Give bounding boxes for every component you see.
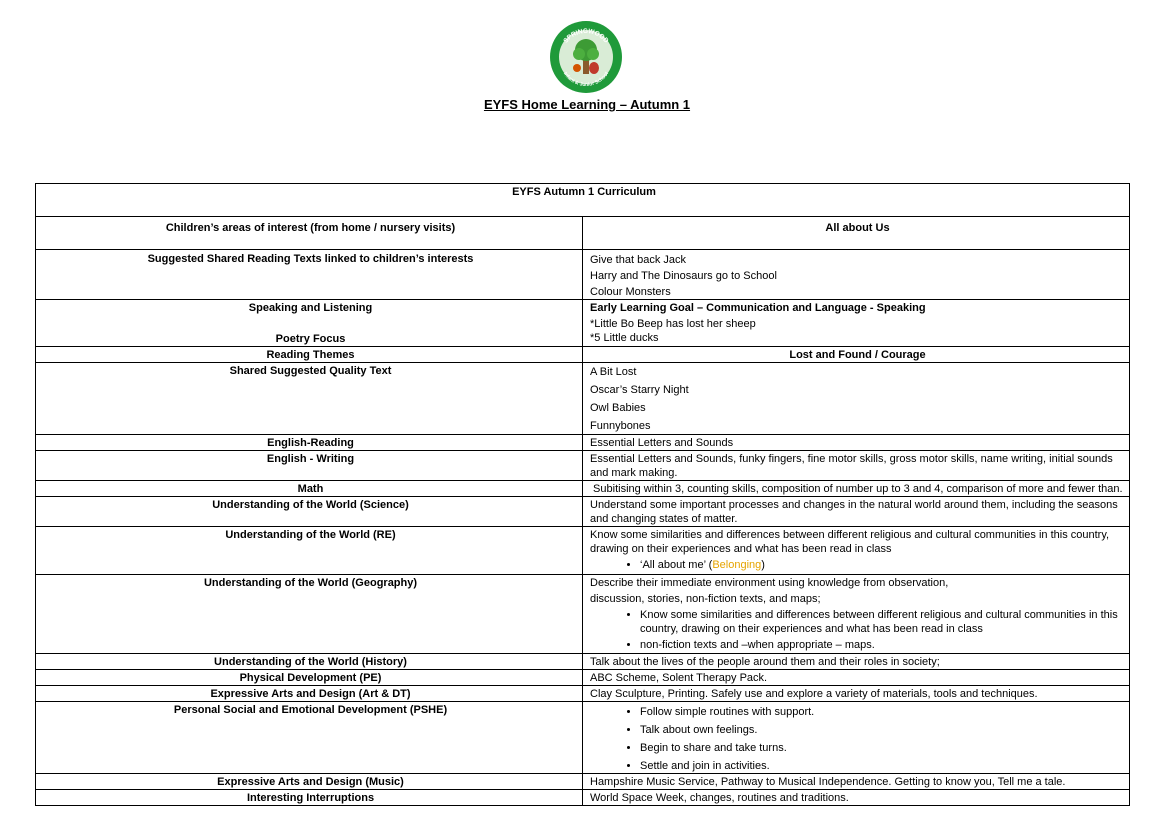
list-item: [640, 558, 1125, 572]
list-item: Oscar’s Starry Night: [590, 384, 689, 396]
goal-text: Early Learning Goal – Communication and Language - Speaking: [590, 302, 926, 314]
table-caption-row: [36, 184, 1130, 217]
row-value: [583, 250, 1130, 300]
row-value: Hampshire Music Service, Pathway to Musical Independence. Getting to know you, Tell me a tale.: [583, 774, 1130, 790]
row-value: World Space Week, changes, routines and traditions.: [583, 790, 1130, 806]
list-item: Owl Babies: [590, 402, 646, 414]
table-row: [36, 217, 1130, 250]
row-label-line: Poetry Focus: [275, 333, 346, 345]
row-label: Understanding of the World (Geography): [36, 575, 583, 654]
table-row: [36, 250, 1130, 300]
row-value: Talk about the lives of the people around them and their roles in society;: [583, 654, 1130, 670]
re-bullets: [590, 558, 1125, 572]
re-bullet-highlight: Belonging: [712, 559, 762, 571]
row-label: Understanding of the World (RE): [36, 527, 583, 575]
list-item: • Talk about own feelings.: [640, 723, 1125, 737]
school-logo-icon: [549, 20, 623, 94]
pshe-bullets: [590, 705, 1125, 773]
table-row: [36, 702, 1130, 774]
table-row: [36, 497, 1130, 527]
table-caption: EYFS Autumn 1 Curriculum: [36, 184, 1130, 217]
re-bullet-text: ‘All about me’ (: [640, 559, 713, 571]
row-label: Interesting Interruptions: [36, 790, 583, 806]
table-row: [36, 527, 1130, 575]
re-text: Know some similarities and differences between different religious and cultural communities in this country, drawing on their experiences and what has been read in class: [590, 529, 1110, 555]
row-label: Reading Themes: [36, 347, 583, 363]
row-value: Clay Sculpture, Printing. Safely use and explore a variety of materials, tools and techniques.: [583, 686, 1130, 702]
row-label: Expressive Arts and Design (Art & DT): [36, 686, 583, 702]
curriculum-table: [35, 183, 1130, 806]
row-value: [583, 300, 1130, 347]
table-row: [36, 790, 1130, 806]
table-row: [36, 347, 1130, 363]
geo-bullets: [590, 608, 1125, 652]
row-value: Essential Letters and Sounds: [583, 435, 1130, 451]
row-value: ABC Scheme, Solent Therapy Pack.: [583, 670, 1130, 686]
row-label: [36, 300, 583, 347]
row-value: [583, 527, 1130, 575]
table-row: [36, 451, 1130, 481]
row-label: English - Writing: [36, 451, 583, 481]
list-item: • Follow simple routines with support.: [640, 705, 1125, 719]
row-label: Physical Development (PE): [36, 670, 583, 686]
row-value: Essential Letters and Sounds, funky fingers, fine motor skills, gross motor skills, name writing, initial sounds and mark making.: [583, 451, 1130, 481]
row-value: Lost and Found / Courage: [583, 347, 1130, 363]
list-item: • Know some similarities and differences between different religious and cultural communities in this country, drawing on their experiences and what has been read in class: [640, 608, 1125, 636]
logo-text-bottom: Infant & Junior School: [561, 71, 611, 89]
geo-line: Describe their immediate environment using knowledge from observation,: [590, 577, 949, 589]
table-row: [36, 686, 1130, 702]
list-item: *Little Bo Beep has lost her sheep: [590, 318, 756, 330]
row-value: [583, 702, 1130, 774]
row-value: Understand some important processes and changes in the natural world around them, including the seasons and changing states of matter.: [583, 497, 1130, 527]
row-label: Shared Suggested Quality Text: [36, 363, 583, 435]
table-row: [36, 670, 1130, 686]
table-row: [36, 481, 1130, 497]
table-row: [36, 363, 1130, 435]
row-label: Expressive Arts and Design (Music): [36, 774, 583, 790]
row-value: [583, 575, 1130, 654]
re-bullet-end: ): [761, 559, 765, 571]
list-item: Colour Monsters: [590, 286, 671, 298]
geo-line: discussion, stories, non-fiction texts, and maps;: [590, 593, 821, 605]
page-title: EYFS Home Learning – Autumn 1: [483, 97, 691, 112]
table-row: [36, 300, 1130, 347]
row-label: Math: [36, 481, 583, 497]
list-item: Give that back Jack: [590, 254, 686, 266]
row-label: Personal Social and Emotional Development (PSHE): [36, 702, 583, 774]
list-item: • non-fiction texts and –when appropriate – maps.: [640, 638, 1125, 652]
row-label: Understanding of the World (History): [36, 654, 583, 670]
list-item: • Settle and join in activities.: [640, 759, 1125, 773]
list-item: A Bit Lost: [590, 366, 637, 378]
row-value: Subitising within 3, counting skills, composition of number up to 3 and 4, comparison of more and fewer than.: [583, 481, 1130, 497]
list-item: Harry and The Dinosaurs go to School: [590, 270, 777, 282]
row-label: Understanding of the World (Science): [36, 497, 583, 527]
table-row: [36, 774, 1130, 790]
row-value: [583, 363, 1130, 435]
list-item: • Begin to share and take turns.: [640, 741, 1125, 755]
list-item: Funnybones: [590, 420, 651, 432]
row-label: English-Reading: [36, 435, 583, 451]
table-row: [36, 575, 1130, 654]
row-label: Suggested Shared Reading Texts linked to children’s interests: [36, 250, 583, 300]
row-label: Children’s areas of interest (from home / nursery visits): [36, 217, 583, 250]
row-label-line: Speaking and Listening: [248, 302, 373, 314]
row-value: All about Us: [583, 217, 1130, 250]
table-row: [36, 435, 1130, 451]
list-item: *5 Little ducks: [590, 332, 659, 344]
table-row: [36, 654, 1130, 670]
logo-text-top: SPRINGWOOD: [562, 27, 610, 45]
